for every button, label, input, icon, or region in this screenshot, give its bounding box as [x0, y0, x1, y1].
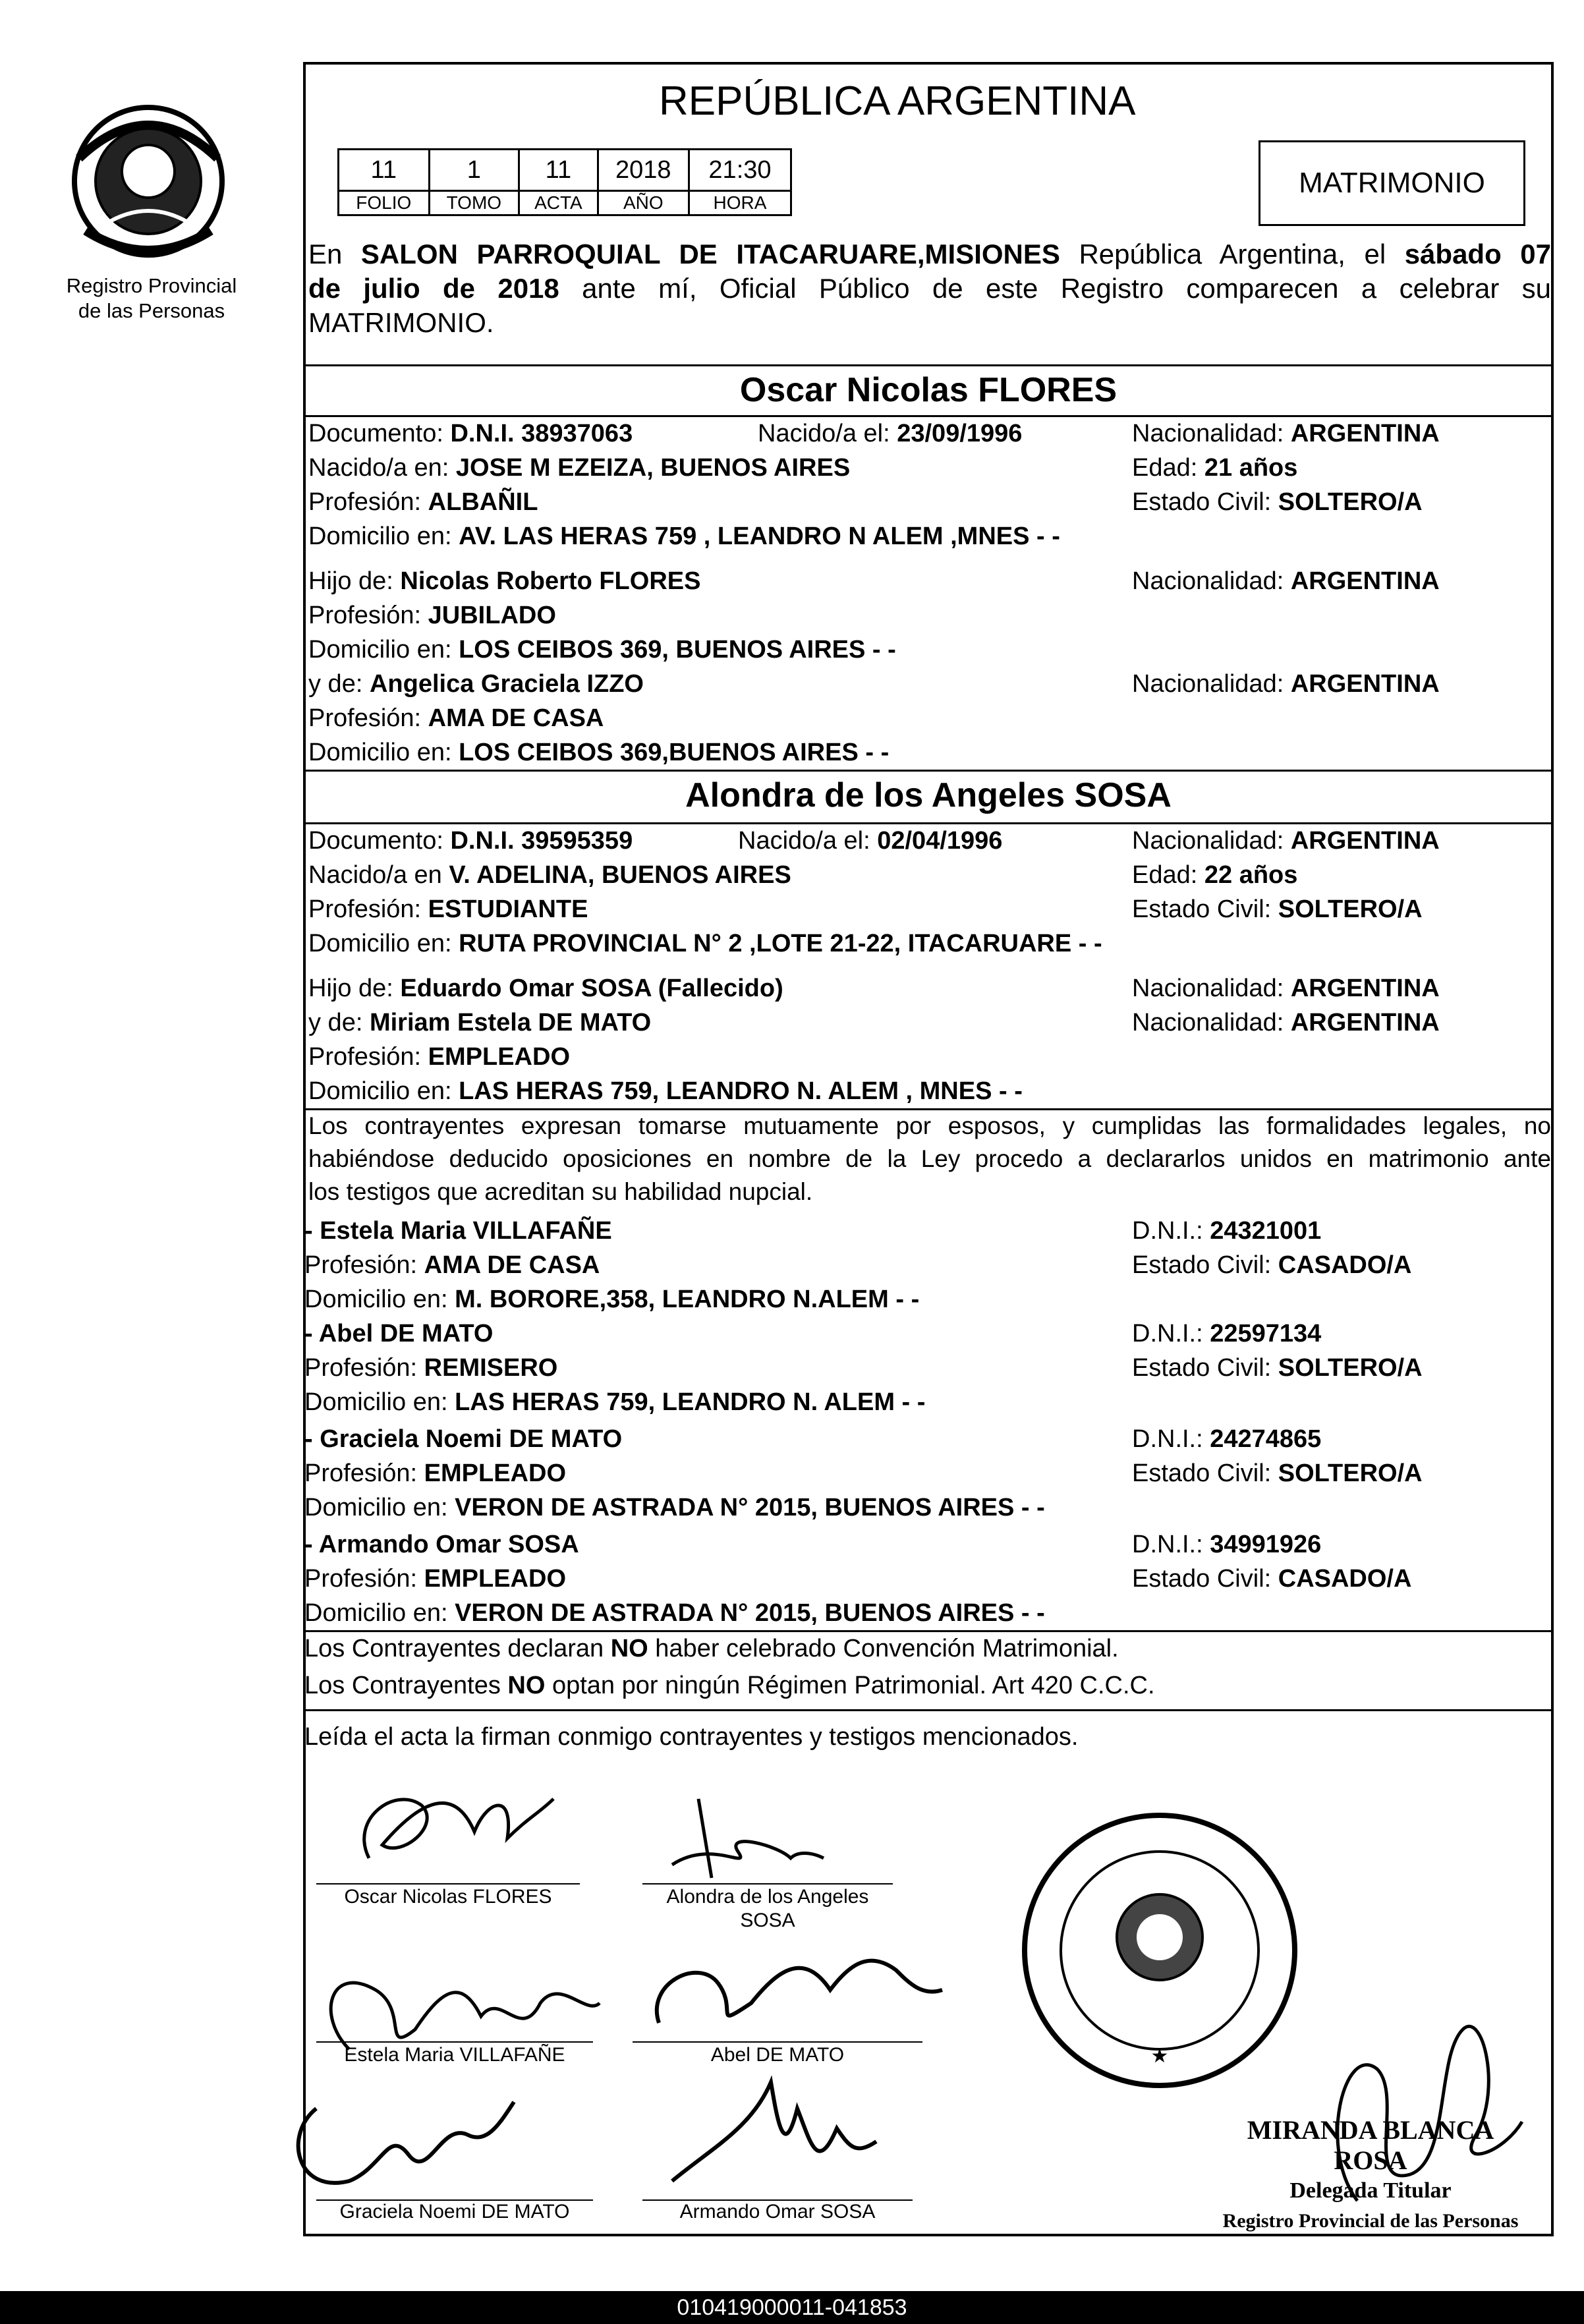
hora-value: 21:30 [689, 150, 791, 191]
spouse2-mother-addr-label: Domicilio en: [308, 1077, 459, 1105]
witness-2-name [304, 1317, 493, 1351]
witness-3-name-text: - Graciela Noemi DE MATO [304, 1425, 623, 1453]
spouse1-address-line [308, 519, 1060, 553]
spouse1-mother-prof-label: Profesión: [308, 704, 428, 732]
sig-caption-alondra-1: Alondra de los Angeles [666, 1886, 869, 1908]
witness-2-dni-label: D.N.I.: [1132, 1320, 1210, 1347]
witness-1-prof-line [304, 1248, 600, 1282]
spouse2-father-nat: ARGENTINA [1290, 975, 1440, 1002]
spouse2-mother-prof: EMPLEADO [428, 1043, 571, 1071]
intro-p1: En [308, 239, 361, 269]
country-title: REPÚBLICA ARGENTINA [659, 78, 1136, 124]
spouse1-mother-line [308, 667, 644, 701]
witness-2-prof-label: Profesión: [304, 1354, 424, 1382]
witness-1-civil-line [1132, 1248, 1411, 1282]
sig-caption-armando: Armando Omar SOSA [679, 2201, 876, 2223]
anio-value: 2018 [598, 150, 689, 191]
declaration-line-1: Los contrayentes expresan tomarse mutuamente por esposos, y cumplidas las formalidades legales, no [308, 1112, 1551, 1139]
spouse2-nat: ARGENTINA [1290, 827, 1440, 855]
intro-date-b: de julio de 2018 [308, 273, 559, 304]
spouse1-profession-line [308, 485, 538, 519]
intro-p4: MATRIMONIO. [308, 307, 494, 338]
signature-scribble-2 [659, 1792, 830, 1891]
witness-1-dni-line [1132, 1214, 1321, 1248]
spouse1-civil: SOLTERO/A [1278, 488, 1423, 516]
spouse1-nationality-line [1132, 416, 1440, 451]
spouse2-civil-line [1132, 892, 1423, 926]
registry-caption [40, 273, 264, 324]
spouse1-father-nat: ARGENTINA [1290, 567, 1440, 595]
spouse2-age-line [1132, 858, 1297, 892]
spouse1-born-on: 23/09/1996 [897, 420, 1023, 447]
witness-4-addr-label: Domicilio en: [304, 1599, 455, 1627]
spouse1-father-prof: JUBILADO [428, 602, 556, 629]
spouse2-mother-addr: LAS HERAS 759, LEANDRO N. ALEM , MNES - - [459, 1077, 1023, 1105]
witness-1-civil-label: Estado Civil: [1132, 1251, 1278, 1279]
spouse1-mother: Angelica Graciela IZZO [369, 670, 644, 698]
spouse2-mother-addr-line [308, 1074, 1023, 1108]
witness-4-dni: 34991926 [1210, 1531, 1322, 1558]
signature-scribble-1 [343, 1759, 573, 1891]
spouse1-father-addr-line [308, 633, 896, 667]
witness-1-name [304, 1214, 612, 1248]
anio-label: AÑO [598, 191, 689, 215]
official-round-stamp [1015, 1805, 1305, 2095]
witness-3-addr-line [304, 1490, 1045, 1525]
sig-caption-oscar: Oscar Nicolas FLORES [344, 1886, 552, 1908]
spouse1-age-label: Edad: [1132, 454, 1204, 482]
spouse1-father-addr: LOS CEIBOS 369, BUENOS AIRES - - [459, 636, 896, 664]
spouse2-born-in: V. ADELINA, BUENOS AIRES [449, 861, 791, 889]
spouse1-father-nat-label: Nacionalidad: [1132, 567, 1291, 595]
spouse2-name: Alondra de los Angeles SOSA [685, 776, 1172, 814]
witness-3-dni: 24274865 [1210, 1425, 1322, 1453]
spouse2-born-on-label: Nacido/a el: [738, 827, 878, 855]
spouse1-mother-addr-line [308, 735, 889, 770]
witness-2-addr: LAS HERAS 759, LEANDRO N. ALEM - - [455, 1388, 926, 1416]
closing-statement: Leída el acta la firman conmigo contrayentes y testigos mencionados. [304, 1723, 1079, 1751]
spouse2-civil-label: Estado Civil: [1132, 895, 1278, 923]
sig-caption-abel: Abel DE MATO [710, 2044, 845, 2066]
spouse2-mother-line [308, 1006, 651, 1040]
witness-3-name [304, 1422, 622, 1456]
signature-scribble-6 [659, 2069, 883, 2201]
witness-1-addr: M. BORORE,358, LEANDRO N.ALEM - - [455, 1286, 920, 1313]
spouse1-age-line [1132, 451, 1297, 485]
spouse2-civil: SOLTERO/A [1278, 895, 1423, 923]
witness-4-civil-line [1132, 1562, 1411, 1596]
folio-value: 11 [339, 150, 430, 191]
signature-scribble-5 [277, 2082, 527, 2207]
witness-4-civil: CASADO/A [1278, 1565, 1412, 1593]
spouse1-father-nat-line [1132, 564, 1440, 598]
signature-scribble-4 [633, 1931, 949, 2043]
witness-2-civil-line [1132, 1351, 1423, 1385]
witness-3-civil: SOLTERO/A [1278, 1460, 1423, 1487]
witness-4-addr-line [304, 1596, 1045, 1630]
spouse1-father: Nicolas Roberto FLORES [400, 567, 701, 595]
spouse2-nat-label: Nacionalidad: [1132, 827, 1291, 855]
spouse1-civil-label: Estado Civil: [1132, 488, 1278, 516]
registry-caption-line2: de las Personas [78, 299, 225, 322]
witness-4-name-text: - Armando Omar SOSA [304, 1531, 579, 1558]
intro-p3: ante mí, Oficial Público de este Registro comparecen a celebrar su [559, 273, 1551, 304]
intro-date-a: sábado 07 [1404, 239, 1551, 269]
tomo-label: TOMO [429, 191, 519, 215]
spouse2-addr: RUTA PROVINCIAL N° 2 ,LOTE 21-22, ITACARUARE - - [459, 930, 1102, 957]
spouse1-doc-line [308, 416, 633, 451]
spouse1-birthdate-line [758, 416, 1022, 451]
witness-2-civil-label: Estado Civil: [1132, 1354, 1278, 1382]
witness-4-addr: VERON DE ASTRADA N° 2015, BUENOS AIRES - - [455, 1599, 1045, 1627]
witness-1-dni-label: D.N.I.: [1132, 1217, 1210, 1245]
witness-2-addr-label: Domicilio en: [304, 1388, 455, 1416]
spouse1-doc: D.N.I. 38937063 [450, 420, 633, 447]
spouse1-birthplace-line [308, 451, 850, 485]
spouse1-mother-nat-line [1132, 667, 1440, 701]
witness-2-dni-line [1132, 1317, 1321, 1351]
spouse2-father: Eduardo Omar SOSA (Fallecido) [400, 975, 783, 1002]
sig-caption-estela: Estela Maria VILLAFAÑE [344, 2044, 565, 2066]
spouse1-mother-addr: LOS CEIBOS 369,BUENOS AIRES - - [459, 739, 890, 766]
spouse2-born-on: 02/04/1996 [877, 827, 1003, 855]
spouse2-mother-prof-label: Profesión: [308, 1043, 428, 1071]
spouse1-nat: ARGENTINA [1290, 420, 1440, 447]
convention-2c: optan por ningún Régimen Patrimonial. Art 420 C.C.C. [545, 1672, 1155, 1699]
spouse1-mother-nat: ARGENTINA [1290, 670, 1440, 698]
witness-4-dni-line [1132, 1527, 1321, 1562]
official-org: Registro Provincial de las Personas [1222, 2210, 1519, 2232]
footer-barcode-number: 010419000011-041853 [0, 2291, 1584, 2324]
declaration-line-3: los testigos que acreditan su habilidad nupcial. [308, 1178, 813, 1205]
witness-3-prof-line [304, 1456, 566, 1490]
witness-3-addr-label: Domicilio en: [304, 1494, 455, 1521]
spouse1-father-label: Hijo de: [308, 567, 401, 595]
spouse2-address-line [308, 926, 1102, 961]
spouse1-addr: AV. LAS HERAS 759 , LEANDRO N ALEM ,MNES - - [459, 523, 1060, 550]
intro-p2: República Argentina, el [1060, 239, 1405, 269]
spouse1-mother-addr-label: Domicilio en: [308, 739, 459, 766]
provincial-seal-logo [66, 99, 231, 264]
spouse2-doc-line [308, 824, 633, 858]
spouse2-prof: ESTUDIANTE [428, 895, 588, 923]
spouse2-age: 22 años [1204, 861, 1298, 889]
spouse2-mother-nat: ARGENTINA [1290, 1009, 1440, 1036]
official-signature [1305, 1990, 1542, 2214]
spouse2-mother-nat-line [1132, 1006, 1440, 1040]
spouse1-mother-label: y de: [308, 670, 370, 698]
witness-3-dni-line [1132, 1422, 1321, 1456]
witness-1-addr-label: Domicilio en: [304, 1286, 455, 1313]
spouse2-prof-label: Profesión: [308, 895, 428, 923]
convention-line-2 [304, 1668, 1155, 1703]
spouse2-father-nat-label: Nacionalidad: [1132, 975, 1291, 1002]
witness-2-addr-line [304, 1385, 925, 1419]
declaration-paragraph [308, 1110, 1551, 1208]
spouse1-addr-label: Domicilio en: [308, 523, 459, 550]
spouse2-father-nat-line [1132, 971, 1440, 1006]
spouse2-addr-label: Domicilio en: [308, 930, 459, 957]
spouse1-mother-prof: AMA DE CASA [428, 704, 604, 732]
witness-4-name [304, 1527, 579, 1562]
witness-2-civil: SOLTERO/A [1278, 1354, 1423, 1382]
intro-place: SALON PARROQUIAL DE ITACARUARE,MISIONES [360, 239, 1060, 269]
spouse2-birthplace-line [308, 858, 791, 892]
convention-1c: haber celebrado Convención Matrimonial. [648, 1635, 1119, 1662]
acta-value: 11 [519, 150, 598, 191]
witness-1-prof-label: Profesión: [304, 1251, 424, 1279]
spouse2-profession-line [308, 892, 588, 926]
convention-1b: NO [610, 1635, 648, 1662]
spouse2-age-label: Edad: [1132, 861, 1204, 889]
spouse1-father-addr-label: Domicilio en: [308, 636, 459, 664]
official-name: MIRANDA BLANCA ROSA [1247, 2115, 1494, 2175]
spouse1-age: 21 años [1204, 454, 1298, 482]
convention-line-1 [304, 1631, 1119, 1666]
witness-3-civil-line [1132, 1456, 1423, 1490]
witness-1-addr-line [304, 1282, 919, 1317]
witness-4-dni-label: D.N.I.: [1132, 1531, 1210, 1558]
spouse1-nat-label: Nacionalidad: [1132, 420, 1291, 447]
spouse2-mother-prof-line [308, 1040, 570, 1074]
witness-3-civil-label: Estado Civil: [1132, 1460, 1278, 1487]
witness-4-civil-label: Estado Civil: [1132, 1565, 1278, 1593]
spouse1-mother-nat-label: Nacionalidad: [1132, 670, 1291, 698]
registry-caption-line1: Registro Provincial [66, 274, 237, 297]
spouse2-birthdate-line [738, 824, 1002, 858]
convention-1a: Los Contrayentes declaran [304, 1635, 611, 1662]
witness-2-prof-line [304, 1351, 557, 1385]
hora-label: HORA [689, 191, 791, 215]
sig-caption-alondra-2: SOSA [740, 1910, 795, 1931]
spouse1-civil-line [1132, 485, 1423, 519]
spouse2-mother-label: y de: [308, 1009, 370, 1036]
spouse1-father-prof-line [308, 598, 556, 633]
witness-1-civil: CASADO/A [1278, 1251, 1412, 1279]
witness-4-prof: EMPLEADO [424, 1565, 567, 1593]
spouse1-father-line [308, 564, 700, 598]
spouse2-father-label: Hijo de: [308, 975, 401, 1002]
spouse2-doc: D.N.I. 39595359 [450, 827, 633, 855]
witness-1-prof: AMA DE CASA [424, 1251, 600, 1279]
spouse2-mother-nat-label: Nacionalidad: [1132, 1009, 1291, 1036]
spouse2-nationality-line [1132, 824, 1440, 858]
witness-1-dni: 24321001 [1210, 1217, 1322, 1245]
witness-1-name-text: - Estela Maria VILLAFAÑE [304, 1217, 612, 1245]
spouse1-father-prof-label: Profesión: [308, 602, 428, 629]
spouse2-mother: Miriam Estela DE MATO [369, 1009, 652, 1036]
witness-2-prof: REMISERO [424, 1354, 558, 1382]
folio-label: FOLIO [339, 191, 430, 215]
intro-paragraph [308, 237, 1551, 340]
spouse1-mother-prof-line [308, 701, 604, 735]
spouse2-father-line [308, 971, 783, 1006]
convention-2a: Los Contrayentes [304, 1672, 508, 1699]
convention-2b: NO [507, 1672, 546, 1699]
acta-label: ACTA [519, 191, 598, 215]
spouse2-doc-label: Documento: [308, 827, 451, 855]
act-type-box: MATRIMONIO [1259, 140, 1525, 226]
spouse1-born-on-label: Nacido/a el: [758, 420, 897, 447]
witness-4-prof-line [304, 1562, 566, 1596]
declaration-line-2: habiéndose deducido oposiciones en nombre de la Ley procedo a declararlos unidos en matrimonio ante [308, 1145, 1551, 1172]
witness-3-prof-label: Profesión: [304, 1460, 424, 1487]
witness-4-prof-label: Profesión: [304, 1565, 424, 1593]
spouse1-born-in: JOSE M EZEIZA, BUENOS AIRES [455, 454, 851, 482]
spouse1-born-in-label: Nacido/a en: [308, 454, 456, 482]
official-title: Delegada Titular [1289, 2178, 1452, 2203]
witness-3-prof: EMPLEADO [424, 1460, 567, 1487]
spouse1-prof-label: Profesión: [308, 488, 428, 516]
witness-2-dni: 22597134 [1210, 1320, 1322, 1347]
spouse1-doc-label: Documento: [308, 420, 451, 447]
witness-3-dni-label: D.N.I.: [1132, 1425, 1210, 1453]
witness-3-addr: VERON DE ASTRADA N° 2015, BUENOS AIRES - - [455, 1494, 1045, 1521]
tomo-value: 1 [429, 150, 519, 191]
spouse1-prof: ALBAÑIL [428, 488, 538, 516]
sig-caption-graciela: Graciela Noemi DE MATO [339, 2201, 570, 2223]
spouse2-born-in-label: Nacido/a en [308, 861, 449, 889]
spouse1-name: Oscar Nicolas FLORES [739, 371, 1117, 409]
folio-table [337, 148, 792, 216]
svg-text:★: ★ [1150, 2045, 1169, 2067]
witness-2-name-text: - Abel DE MATO [304, 1320, 494, 1347]
